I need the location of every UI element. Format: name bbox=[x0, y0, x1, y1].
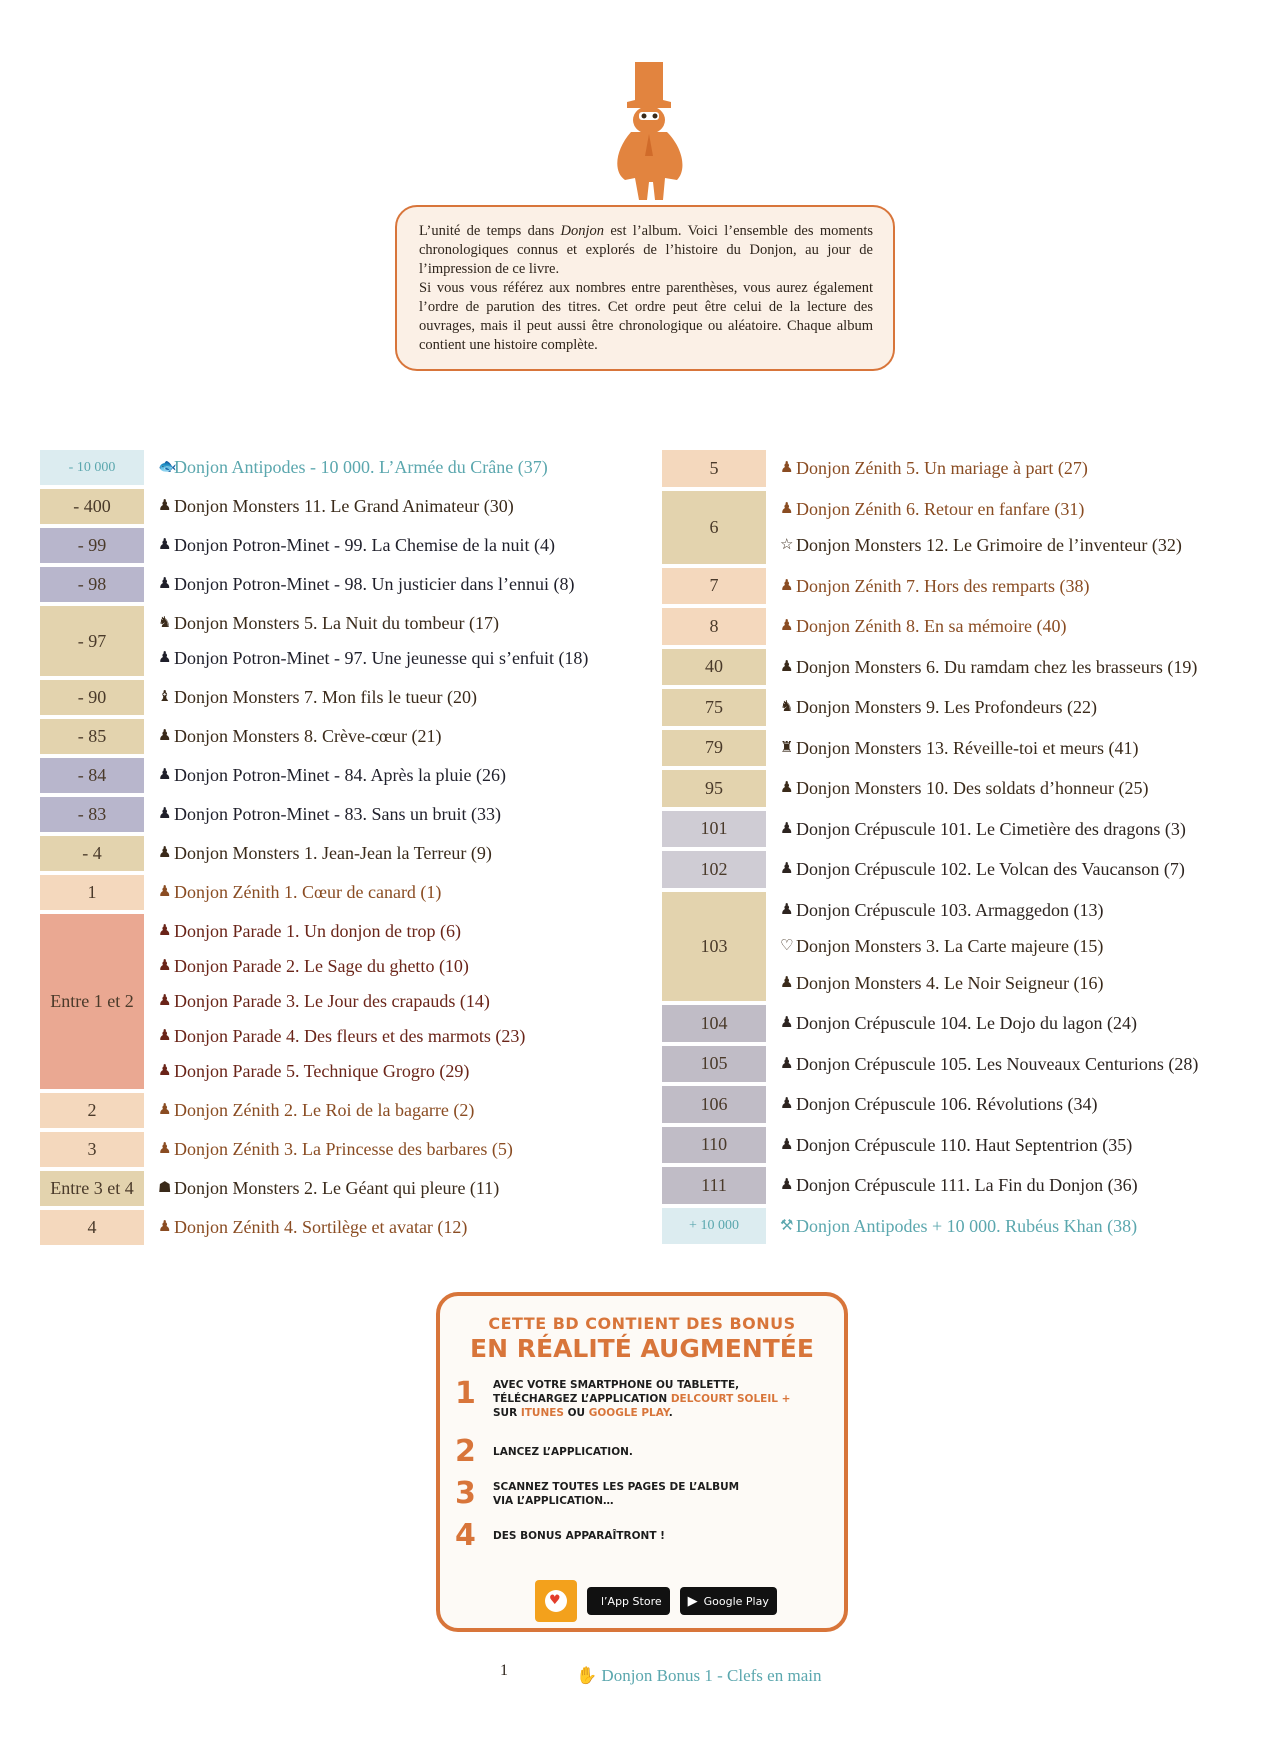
timeline-group bbox=[662, 770, 1280, 807]
series-character-icon: ♞ bbox=[158, 615, 172, 631]
series-character-icon: ♟ bbox=[780, 780, 794, 796]
album-title-text: Donjon Crépuscule 106. Révolutions (34) bbox=[796, 1094, 1098, 1114]
series-character-icon: ♟ bbox=[158, 958, 172, 974]
period-label: 105 bbox=[662, 1046, 766, 1083]
series-character-icon: ☗ bbox=[158, 1180, 172, 1196]
period-label: - 85 bbox=[40, 719, 144, 754]
album-title bbox=[158, 1093, 660, 1128]
series-character-icon: ♟ bbox=[780, 1177, 794, 1193]
google-play-badge[interactable]: ▶ Google Play bbox=[680, 1587, 777, 1615]
album-title-text: Donjon Zénith 2. Le Roi de la bagarre (2) bbox=[174, 1100, 475, 1120]
timeline-group bbox=[662, 450, 1280, 487]
timeline-group bbox=[40, 1132, 660, 1167]
album-title bbox=[158, 567, 660, 602]
period-label: - 98 bbox=[40, 567, 144, 602]
period-label: 7 bbox=[662, 568, 766, 605]
period-label: - 10 000 bbox=[40, 450, 144, 485]
series-character-icon: ♝ bbox=[158, 689, 172, 705]
album-title-text: Donjon Monsters 5. La Nuit du tombeur (17) bbox=[174, 613, 499, 633]
period-label: 75 bbox=[662, 689, 766, 726]
series-character-icon: ♟ bbox=[158, 845, 172, 861]
timeline-group bbox=[40, 450, 660, 485]
album-title-text: Donjon Potron-Minet - 97. Une jeunesse qui s’enfuit (18) bbox=[174, 648, 589, 668]
album-title bbox=[780, 1086, 1280, 1123]
series-character-icon: ♟ bbox=[780, 460, 794, 476]
album-title bbox=[158, 489, 660, 524]
album-title bbox=[158, 680, 660, 715]
timeline-group bbox=[40, 758, 660, 793]
album-title bbox=[780, 1046, 1280, 1083]
timeline-group bbox=[662, 1046, 1280, 1083]
album-title bbox=[780, 1127, 1280, 1164]
album-title-text: Donjon Zénith 8. En sa mémoire (40) bbox=[796, 616, 1067, 636]
series-character-icon: ♟ bbox=[780, 974, 794, 991]
intro-text-box: L’unité de temps dans Donjon est l’album. Voici l’ensemble des moments chronologiques connus et explorés de l’histoire du Donjon, au jour de l’impression de ce livre. Si vous vous référez aux nombres entre parenthèses, vous aurez également l’ordre de parution des titres. Cet ordre peut être celui de la lecture des ouvrages, mais il peut aussi être chronologique ou aléatoire. Chaque album contient une histoire complète. bbox=[395, 205, 895, 371]
period-label: 102 bbox=[662, 851, 766, 888]
period-label: 40 bbox=[662, 649, 766, 686]
album-title bbox=[780, 1005, 1280, 1042]
album-title bbox=[158, 797, 660, 832]
album-title bbox=[780, 649, 1280, 686]
timeline-group bbox=[40, 836, 660, 871]
series-character-icon: ♟ bbox=[158, 993, 172, 1009]
album-title bbox=[158, 836, 660, 871]
timeline-group bbox=[662, 649, 1280, 686]
album-title bbox=[780, 851, 1280, 888]
album-title-text: Donjon Zénith 3. La Princesse des barbares (5) bbox=[174, 1139, 513, 1159]
album-title bbox=[780, 730, 1280, 767]
album-title-text: Donjon Parade 3. Le Jour des crapauds (14) bbox=[174, 991, 490, 1011]
timeline-group bbox=[40, 797, 660, 832]
series-character-icon: ♟ bbox=[780, 1015, 794, 1031]
series-character-icon: ♟ bbox=[158, 728, 172, 744]
timeline-group bbox=[40, 875, 660, 910]
album-title-text: Donjon Monsters 3. La Carte majeure (15) bbox=[796, 936, 1104, 956]
album-title bbox=[780, 965, 1280, 1002]
album-title-text: Donjon Monsters 6. Du ramdam chez les brasseurs (19) bbox=[796, 656, 1198, 677]
album-title bbox=[158, 1132, 660, 1167]
album-title-text: Donjon Crépuscule 110. Haut Septentrion (35) bbox=[796, 1134, 1133, 1155]
album-title-text: Donjon Parade 4. Des fleurs et des marmots (23) bbox=[174, 1026, 526, 1046]
album-title-text: Donjon Potron-Minet - 99. La Chemise de la nuit (4) bbox=[174, 535, 555, 555]
album-title-text: Donjon Parade 1. Un donjon de trop (6) bbox=[174, 921, 461, 941]
series-character-icon: ♟ bbox=[780, 1136, 794, 1153]
series-character-icon: ♟ bbox=[158, 923, 172, 939]
series-character-icon: ♟ bbox=[158, 767, 172, 783]
album-title bbox=[780, 608, 1280, 645]
series-character-icon: ♟ bbox=[158, 537, 172, 553]
period-label: 8 bbox=[662, 608, 766, 645]
series-character-icon: ♟ bbox=[780, 1055, 794, 1072]
series-character-icon: ♟ bbox=[158, 1063, 172, 1079]
album-title-text: Donjon Monsters 9. Les Profondeurs (22) bbox=[796, 697, 1097, 717]
timeline-group bbox=[662, 491, 1280, 564]
album-title bbox=[158, 875, 660, 910]
timeline-group bbox=[662, 811, 1280, 848]
timeline-right-column bbox=[662, 450, 1280, 1248]
album-title-text: Donjon Crépuscule 102. Le Volcan des Vaucanson (7) bbox=[796, 859, 1185, 879]
period-label: + 10 000 bbox=[662, 1208, 766, 1245]
album-title bbox=[158, 1171, 660, 1206]
series-character-icon: ♟ bbox=[158, 1141, 172, 1157]
album-title-text: Donjon Crépuscule 104. Le Dojo du lagon (24) bbox=[796, 1013, 1137, 1033]
album-title bbox=[158, 528, 660, 563]
ar-heading-large: EN RÉALITÉ AUGMENTÉE bbox=[470, 1334, 814, 1363]
bonus-title: ✋ Donjon Bonus 1 - Clefs en main bbox=[576, 1666, 822, 1685]
album-title-text: Donjon Potron-Minet - 98. Un justicier dans l’ennui (8) bbox=[174, 574, 575, 594]
album-title bbox=[780, 568, 1280, 605]
series-character-icon: ♟ bbox=[780, 577, 794, 594]
album-title-text: Donjon Monsters 1. Jean-Jean la Terreur (9) bbox=[174, 843, 492, 863]
album-title bbox=[780, 689, 1280, 726]
timeline-group bbox=[662, 568, 1280, 605]
ar-step-1: 1 AVEC VOTRE SMARTPHONE OU TABLETTE, TÉLÉCHARGEZ L’APPLICATION DELCOURT SOLEIL + SUR ITUNES OU GOOGLE PLAY. bbox=[455, 1376, 791, 1419]
album-title bbox=[158, 914, 660, 949]
timeline-group bbox=[662, 892, 1280, 1002]
period-label: 103 bbox=[662, 892, 766, 1002]
period-label: - 4 bbox=[40, 836, 144, 871]
series-character-icon: ♟ bbox=[780, 658, 794, 675]
album-title-text: Donjon Monsters 7. Mon fils le tueur (20) bbox=[174, 687, 477, 707]
ar-step-2: 2 LANCEZ L’APPLICATION. bbox=[455, 1434, 633, 1469]
timeline-group bbox=[40, 1210, 660, 1245]
timeline-group bbox=[662, 1005, 1280, 1042]
period-label: - 84 bbox=[40, 758, 144, 793]
ar-heading-small: CETTE BD CONTIENT DES BONUS bbox=[488, 1314, 796, 1333]
album-title bbox=[158, 949, 660, 984]
series-character-icon: ♟ bbox=[780, 861, 794, 877]
period-label: Entre 1 et 2 bbox=[40, 914, 144, 1089]
album-title-text: Donjon Crépuscule 103. Armaggedon (13) bbox=[796, 899, 1104, 920]
period-label: 3 bbox=[40, 1132, 144, 1167]
series-character-icon: ♞ bbox=[780, 699, 794, 715]
timeline-group bbox=[40, 606, 660, 676]
period-label: 4 bbox=[40, 1210, 144, 1245]
timeline-group bbox=[40, 1171, 660, 1206]
album-title bbox=[780, 811, 1280, 848]
hand-icon: ✋ bbox=[576, 1666, 598, 1685]
album-title-text: Donjon Monsters 8. Crève-cœur (21) bbox=[174, 726, 442, 746]
period-label: - 400 bbox=[40, 489, 144, 524]
timeline-group bbox=[662, 1086, 1280, 1123]
period-label: 95 bbox=[662, 770, 766, 807]
series-character-icon: ♟ bbox=[158, 650, 172, 666]
album-title-text: Donjon Zénith 6. Retour en fanfare (31) bbox=[796, 498, 1085, 519]
period-label: 79 bbox=[662, 730, 766, 767]
album-title-text: Donjon Crépuscule 111. La Fin du Donjon (36) bbox=[796, 1175, 1138, 1195]
ar-step-4: 4 DES BONUS APPARAÎTRONT ! bbox=[455, 1518, 665, 1553]
delcourt-soleil-logo-icon: ♥ bbox=[535, 1580, 577, 1622]
period-label: Entre 3 et 4 bbox=[40, 1171, 144, 1206]
period-label: - 97 bbox=[40, 606, 144, 676]
album-title bbox=[780, 491, 1280, 528]
album-title-text: Donjon Antipodes - 10 000. L’Armée du Crâne (37) bbox=[174, 457, 548, 477]
series-character-icon: ♡ bbox=[780, 938, 794, 954]
album-title bbox=[158, 984, 660, 1019]
album-title-text: Donjon Potron-Minet - 83. Sans un bruit (33) bbox=[174, 804, 501, 824]
period-label: - 83 bbox=[40, 797, 144, 832]
album-title-text: Donjon Monsters 11. Le Grand Animateur (30) bbox=[174, 496, 514, 516]
series-character-icon: ♟ bbox=[158, 1028, 172, 1044]
period-label: 101 bbox=[662, 811, 766, 848]
play-icon: ▶ bbox=[687, 1593, 698, 1609]
album-title bbox=[780, 1208, 1280, 1245]
timeline-group bbox=[662, 851, 1280, 888]
series-character-icon: ⚒ bbox=[780, 1217, 794, 1234]
timeline-group bbox=[662, 1127, 1280, 1164]
series-character-icon: ♟ bbox=[158, 884, 172, 900]
album-title-text: Donjon Zénith 7. Hors des remparts (38) bbox=[796, 575, 1090, 596]
timeline-group bbox=[662, 608, 1280, 645]
series-character-icon: ♜ bbox=[780, 739, 794, 756]
album-title-text: Donjon Parade 2. Le Sage du ghetto (10) bbox=[174, 956, 469, 976]
timeline-group bbox=[662, 730, 1280, 767]
period-label: 111 bbox=[662, 1167, 766, 1204]
series-character-icon: ♟ bbox=[158, 576, 172, 592]
ar-step-3: 3 SCANNEZ TOUTES LES PAGES DE L’ALBUM VIA L’APPLICATION… bbox=[455, 1476, 740, 1511]
album-title-text: Donjon Antipodes + 10 000. Rubéus Khan (38) bbox=[796, 1215, 1138, 1236]
series-character-icon: ♟ bbox=[780, 618, 794, 634]
album-title bbox=[780, 527, 1280, 564]
album-title bbox=[780, 1167, 1280, 1204]
period-label: - 99 bbox=[40, 528, 144, 563]
album-title-text: Donjon Potron-Minet - 84. Après la pluie (26) bbox=[174, 765, 506, 785]
series-character-icon: ♟ bbox=[158, 806, 172, 822]
timeline-group bbox=[40, 567, 660, 602]
mascot-illustration bbox=[605, 60, 695, 210]
album-title bbox=[780, 770, 1280, 807]
timeline-group bbox=[40, 914, 660, 1089]
page-number: 1 bbox=[500, 1662, 508, 1679]
album-title-text: Donjon Crépuscule 101. Le Cimetière des dragons (3) bbox=[796, 818, 1186, 839]
timeline-group bbox=[40, 1093, 660, 1128]
series-character-icon: ♟ bbox=[780, 1096, 794, 1112]
period-label: 1 bbox=[40, 875, 144, 910]
series-character-icon: ♟ bbox=[158, 498, 172, 514]
album-title-text: Donjon Zénith 1. Cœur de canard (1) bbox=[174, 882, 442, 902]
album-title bbox=[158, 606, 660, 641]
album-title-text: Donjon Monsters 12. Le Grimoire de l’inventeur (32) bbox=[796, 535, 1182, 555]
series-character-icon: ♟ bbox=[158, 1219, 172, 1235]
period-label: 6 bbox=[662, 491, 766, 564]
period-label: 5 bbox=[662, 450, 766, 487]
ar-footer bbox=[535, 1580, 777, 1622]
period-label: - 90 bbox=[40, 680, 144, 715]
album-title-text: Donjon Crépuscule 105. Les Nouveaux Centurions (28) bbox=[796, 1053, 1199, 1074]
album-title bbox=[158, 1019, 660, 1054]
series-character-icon: 🐟 bbox=[158, 459, 177, 475]
series-character-icon: ♟ bbox=[780, 820, 794, 837]
series-character-icon: ☆ bbox=[780, 537, 794, 553]
timeline-group bbox=[40, 719, 660, 754]
album-title-text: Donjon Monsters 13. Réveille-toi et meurs (41) bbox=[796, 737, 1139, 758]
album-title-text: Donjon Parade 5. Technique Grogro (29) bbox=[174, 1061, 470, 1081]
album-title bbox=[780, 928, 1280, 965]
timeline-group bbox=[662, 1167, 1280, 1204]
series-character-icon: ♟ bbox=[780, 500, 794, 517]
album-title-text: Donjon Zénith 4. Sortilège et avatar (12) bbox=[174, 1217, 468, 1237]
augmented-reality-box bbox=[436, 1292, 848, 1632]
series-character-icon: ♟ bbox=[158, 1102, 172, 1118]
album-title bbox=[158, 758, 660, 793]
timeline-group bbox=[40, 489, 660, 524]
timeline-group bbox=[40, 680, 660, 715]
timeline-left-column bbox=[40, 450, 660, 1249]
album-title-text: Donjon Monsters 10. Des soldats d’honneur (25) bbox=[796, 778, 1149, 798]
album-title bbox=[158, 1210, 660, 1245]
timeline-group bbox=[662, 689, 1280, 726]
album-title-text: Donjon Monsters 2. Le Géant qui pleure (11) bbox=[174, 1178, 500, 1198]
period-label: 110 bbox=[662, 1127, 766, 1164]
album-title-text: Donjon Monsters 4. Le Noir Seigneur (16) bbox=[796, 972, 1104, 993]
timeline-group bbox=[40, 528, 660, 563]
series-character-icon: ♟ bbox=[780, 901, 794, 918]
album-title bbox=[158, 719, 660, 754]
album-title bbox=[158, 641, 660, 676]
album-title bbox=[158, 450, 660, 485]
timeline-group bbox=[662, 1208, 1280, 1245]
app-store-badge[interactable]: l’App Store bbox=[587, 1587, 670, 1615]
album-title bbox=[158, 1054, 660, 1089]
album-title bbox=[780, 892, 1280, 929]
period-label: 106 bbox=[662, 1086, 766, 1123]
album-title bbox=[780, 450, 1280, 487]
period-label: 2 bbox=[40, 1093, 144, 1128]
period-label: 104 bbox=[662, 1005, 766, 1042]
album-title-text: Donjon Zénith 5. Un mariage à part (27) bbox=[796, 458, 1088, 478]
